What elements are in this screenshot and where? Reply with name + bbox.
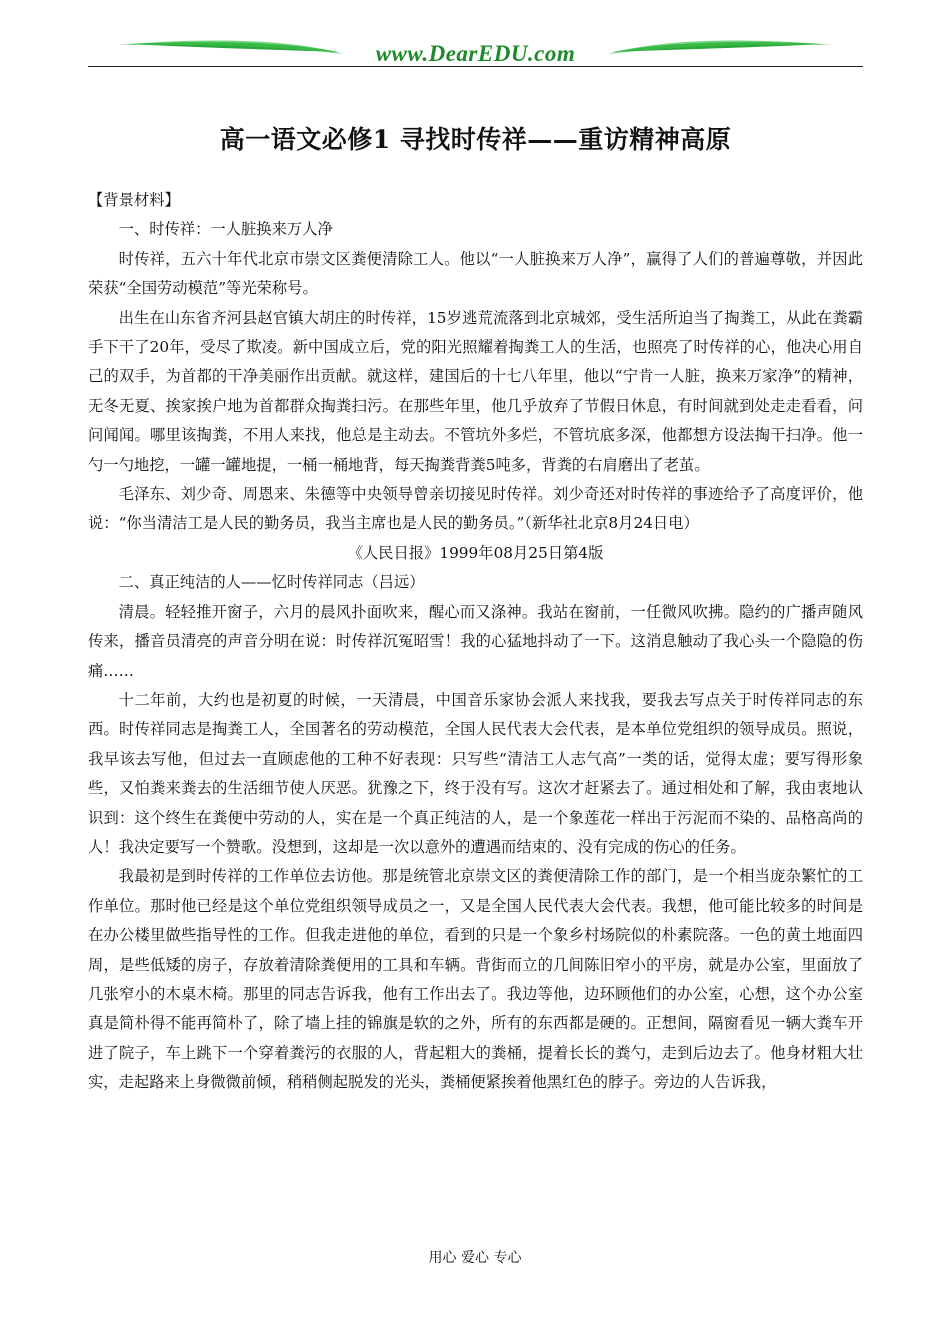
paragraph: 我最初是到时传祥的工作单位去访他。那是统管北京崇文区的粪便清除工作的部门，是一个相当庞杂繁忙的工作单位。那时他已经是这个单位党组织领导成员之一，又是全国人民代表大会代表。我想，他可能比较多的时间是在办公楼里做些指导性的工作。但我走进他的单位，看到的只是一个象乡村场院似的朴素院落。一色的黄土地面四周，是些低矮的房子，存放着清除粪便用的工具和车辆。背街而立的几间陈旧窄小的平房，就是办公室，里面放了几张窄小的木桌木椅。那里的同志告诉我，他有工作出去了。我边等他，边环顾他们的办公室，心想，这个办公室真是简朴得不能再简朴了，除了墙上挂的锦旗是软的之外，所有的东西都是硬的。正想间，隔窗看见一辆大粪车开进了院子，车上跳下一个穿着粪污的衣服的人，背起粗大的粪桶，提着长长的粪勺，走到后边去了。他身材粗大壮实，走起路来上身微微前倾，稍稍侧起脱发的光头，粪桶便紧挨着他黑红色的脖子。旁边的人告诉我， [88, 867, 863, 1092]
paragraph: 十二年前，大约也是初夏的时候，一天清晨，中国音乐家协会派人来找我，要我去写点关于时传祥同志的东西。时传祥同志是掏粪工人，全国著名的劳动模范，全国人民代表大会代表，是本单位党组织的领导成员。照说，我早该去写他，但过去一直顾虑他的工种不好表现：只写些“清洁工人志气高”一类的话，觉得太虚；要写得形象些，又怕粪来粪去的生活细节使人厌恶。犹豫之下，终于没有写。这次才赶紧去了。通过相处和了解，我由衷地认识到：这个终生在粪便中劳动的人，实在是一个真正纯洁的人，是一个象莲花一样出于污泥而不染的、品格高尚的人！我决定要写一个赞歌。没想到，这却是一次以意外的遭遇而结束的、没有完成的伤心的任务。 [88, 690, 863, 856]
paragraph: 出生在山东省齐河县赵官镇大胡庄的时传祥，15岁逃荒流落到北京城郊，受生活所迫当了掏粪工，从此在粪霸手下干了20年，受尽了欺凌。新中国成立后，党的阳光照耀着掏粪工人的生活，也照亮了时传祥的心，他决心用自己的双手，为首都的干净美丽作出贡献。就这样，建国后的十七八年里，他以“宁肯一人脏，换来万家净”的精神，无冬无夏、挨家挨户地为首都群众掏粪扫污。在那些年里，他几乎放弃了节假日休息，有时间就到处走走看看，问问闻闻。哪里该掏粪，不用人来找，他总是主动去。不管坑外多烂，不管坑底多深，他都想方设法掏干扫净。他一勺一勺地挖，一罐一罐地提，一桶一桶地背，每天掏粪背粪5吨多，背粪的右肩磨出了老茧。 [88, 308, 863, 474]
document-title: 高一语文必修1 寻找时传祥——重访精神高原 [219, 125, 732, 154]
source-line: 《人民日报》1999年08月25日第4版 [347, 543, 604, 562]
subheading-1: 一、时传祥：一人脏换来万人净 [118, 220, 333, 239]
page-header [88, 36, 863, 70]
section-label: 【背景材料】 [88, 191, 180, 209]
site-logo: www.DearEDU.com [375, 41, 576, 66]
paragraph: 时传祥，五六十年代北京市崇文区粪便清除工人。他以“一人脏换来万人净”，赢得了人们的普遍尊敬，并因此荣获“全国劳动模范”等光荣称号。 [88, 249, 863, 298]
paragraph: 毛泽东、刘少奇、周恩来、朱德等中央领导曾亲切接见时传祥。刘少奇还对时传祥的事迹给予了高度评价，他说：“你当清洁工是人民的勤务员，我当主席也是人民的勤务员。”（新华社北京8月24日电） [88, 485, 863, 533]
paragraph: 清晨。轻轻推开窗子，六月的晨风扑面吹来，醒心而又涤神。我站在窗前，一任微风吹拂。隐约的广播声随风传来，播音员清亮的声音分明在说：时传祥沉冤昭雪！我的心猛地抖动了一下。这消息触动了我心头一个隐隐的伤痛…… [88, 602, 863, 680]
header-divider [88, 66, 863, 67]
document-body [88, 186, 863, 1098]
page-footer: 用心 爱心 专心 [428, 1250, 522, 1266]
subheading-2: 二、真正纯洁的人——忆时传祥同志（吕远） [118, 573, 425, 592]
